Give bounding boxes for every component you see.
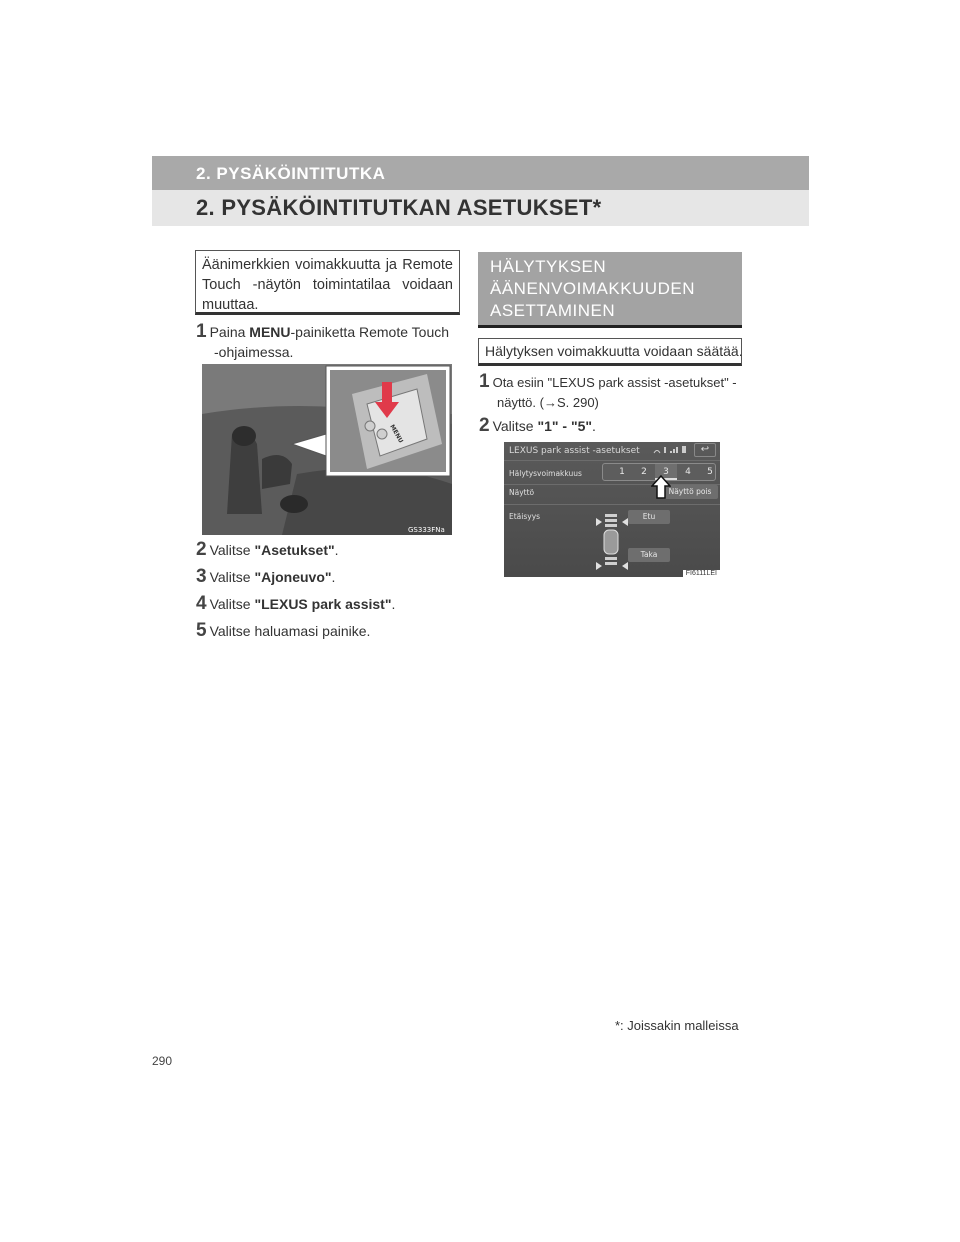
back-icon: ↩: [700, 444, 710, 455]
display-off-button[interactable]: Näyttö pois: [662, 485, 718, 499]
menu-button-label: MENU: [249, 324, 291, 340]
back-button[interactable]: [694, 443, 716, 457]
remote-touch-photo: [202, 364, 452, 535]
remote-touch-illustration: [202, 364, 452, 535]
volume-level-1[interactable]: 1: [619, 467, 625, 477]
right-step-2: 2 Valitse "1" - "5".: [479, 415, 596, 436]
left-step-1: 1 Paina MENU-painiketta Remote Touch -ohjaimessa.: [196, 321, 450, 360]
rear-distance-button[interactable]: Taka: [628, 548, 670, 562]
intro-box: Äänimerkkien voimakkuutta ja Remote Touch -näytön toimintatilaa voidaan muuttaa.: [195, 250, 460, 315]
screen-title: LEXUS park assist -asetukset: [509, 446, 640, 456]
page-number: 290: [152, 1054, 173, 1068]
front-distance-button[interactable]: Etu: [628, 510, 670, 524]
alarm-note-box: Hälytyksen voimakkuutta voidaan säätää.: [478, 338, 742, 366]
chapter-bar: [152, 156, 809, 190]
status-icons: [652, 445, 688, 457]
photo-code: GS333FNa: [408, 526, 445, 534]
screen-code: FI6111LEI: [683, 570, 720, 577]
alarm-volume-header: HÄLYTYKSEN ÄÄNENVOIMAKKUUDEN ASETTAMINEN: [478, 252, 742, 328]
step-number: 1: [196, 321, 207, 342]
volume-level-4[interactable]: 4: [685, 467, 691, 477]
divider: [504, 460, 720, 461]
display-label: Näyttö: [509, 488, 535, 497]
volume-level-2[interactable]: 2: [641, 467, 647, 477]
right-step-1: 1 Ota esiin "LEXUS park assist -asetukset" - näyttö. (→S. 290): [479, 371, 737, 410]
left-step-4: 4 Valitse "LEXUS park assist".: [196, 593, 396, 614]
section-bar: [152, 190, 809, 226]
park-assist-settings-screen: [504, 442, 720, 577]
pointer-arrow-icon: [651, 475, 671, 499]
menu-key-label: MENU: [388, 423, 405, 445]
left-step-2: 2 Valitse "Asetukset".: [196, 539, 339, 560]
footnote: *: Joissakin malleissa: [615, 1018, 739, 1033]
alarm-volume-label: Hälytysvoimakkuus: [509, 469, 582, 478]
signal-icon: [652, 445, 688, 455]
car-sensor-icon: [592, 506, 632, 574]
section-title: 2. PYSÄKÖINTITUTKAN ASETUKSET*: [196, 195, 602, 220]
left-step-3: 3 Valitse "Ajoneuvo".: [196, 566, 336, 587]
distance-label: Etäisyys: [509, 512, 541, 521]
volume-level-3[interactable]: 3: [655, 464, 677, 480]
left-step-5: 5 Valitse haluamasi painike.: [196, 620, 371, 641]
volume-level-5[interactable]: 5: [707, 467, 713, 477]
chapter-title: 2. PYSÄKÖINTITUTKA: [196, 164, 386, 183]
